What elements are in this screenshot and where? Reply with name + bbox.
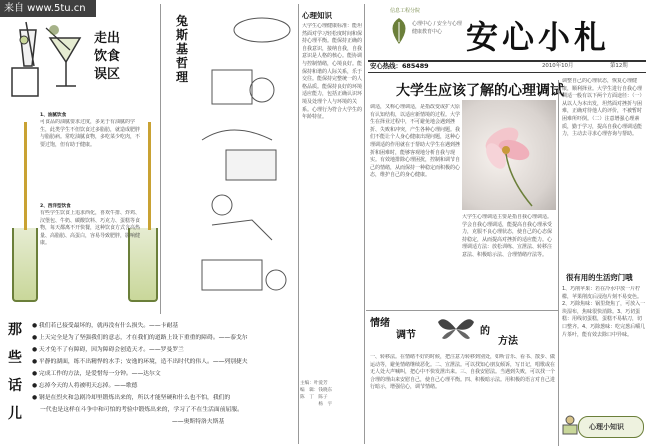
hotline-number: 685489 [401, 62, 429, 70]
emotion-title-part: 调节 [396, 330, 416, 341]
left-title-line: 走出 [94, 31, 121, 46]
article-col1: 调适，又称心理调适，是指改变或扩大原有认知结构，以适应新情境的过程。大学生在择业过程中，不可避免地会遇到挫折、失败和冲突，产生各种心理问题。我们不能让个人身心健康出现问题，这种心理调适的作用就在于帮助大学生在遇到挫折和困难时，能够客观地分析自我与现实。有效地排除心理困扰，控制和调节自己的情绪，从而保持一种稳定而积极的心态，维护自己的身心健康。 [370, 104, 460, 179]
side-title-char: 那 [8, 322, 22, 338]
psych-knowledge-column [302, 10, 362, 310]
divider [558, 80, 559, 446]
mid-title-char: 兔 [176, 14, 189, 28]
tips-heading: 很有用的生活窍门哦 [566, 273, 633, 282]
tips-text: 1、巧削苹果：若在冷水中放一片柠檬，苹果削皮后浸泡片刻不易变色。2、巧除焦味：锅里烧焦了，可放入一块湿布，焦味很快消除。3、巧切蛋糕：用线切蛋糕，蛋糕不易粘刀，切口整齐。4、巧除葱味：吃完葱后嚼几片茶叶，能有效去除口中异味。 [562, 286, 646, 338]
emotion-heading [370, 312, 556, 352]
quote-item: ● 天才免不了有障碍，因为障碍会创造天才。——罗曼罗兰 [32, 347, 184, 353]
quote-item: ● 钢是在烈火和急剧冷却里锻炼出来的，所以才能坚硬和什么也不怕，我们的 [32, 395, 231, 401]
article-col2: 大学生心理调适主要是指自我心理调适。学会自我心理调适，能提高自我心理承受力，克服不良心理状态，使自己的心态保持稳定，从而提高对挫折的适应能力。心理调适方法：放松训练、宣泄法、转移注意法、积极暗示法、合理情绪疗法等。 [462, 214, 553, 258]
quote-item [32, 416, 294, 428]
quote-item [32, 404, 294, 416]
item2-text: 有些学生饮食上追求西化，喜欢牛排、炸鸡、汉堡包、牛奶、碳酸饮料、巧克力、蛋糕等食物，每天都离不开快餐，这种饮食方式含高热量、高脂肪、高蛋白，容易导致肥胖，影响健康。 [40, 210, 141, 247]
quote-text: 完成工作的方法，是爱惜每一分钟。——达尔文 [38, 371, 161, 377]
article-col3: 调整自己的心理状态，恢复心理健康，顺利择业。大学生进行自我心理调适一般有以下两个方面途径：（一）从以人为本出发，坦然面对挫折与困难，正确对待他人的评价，不被暂时困难所吓倒。（二）注意增强心理素质，勤于学习，提高自我心理调适能力，主动去寻求心理咨询与帮助。 [562, 78, 645, 138]
issue-number: 第12期 [610, 63, 628, 69]
dept-label: 信息工程分院 [390, 8, 421, 14]
editor-line: 编 辑：钱晓东 [300, 388, 333, 393]
quote-text: 钢是在烈火和急剧冷却里锻炼出来的，所以才能坚硬和什么也不怕，我们的 [38, 395, 231, 401]
quote-item: ● 我们若已接受最坏的，就再没有什么损失。——卡耐基 [32, 323, 179, 329]
emotion-title-part: 方法 [498, 336, 518, 347]
badge-label: 心理小知识 [589, 423, 624, 431]
flower-image [462, 100, 556, 210]
butterfly-icon [436, 314, 476, 344]
col-title: 心理知识 [302, 11, 332, 20]
quote-text: 一代也是这样在斗争中和可怕的考验中锻炼出来的，学习了不在生活面前屈服。 [40, 407, 243, 413]
editor-line: 杨 宇 [300, 402, 333, 407]
quote-item: ● 完成工作的方法，是爱惜每一分钟。——达尔文 [32, 371, 161, 377]
mid-title-char: 斯 [176, 28, 189, 42]
quote-text: 天才免不了有障碍，因为障碍会创造天才。——罗曼罗兰 [38, 347, 184, 353]
header-logo [368, 6, 464, 62]
flower-icon [462, 100, 556, 210]
hotline-row [370, 61, 646, 71]
newspaper-title: 安心小札 [466, 18, 611, 56]
leaf-logo-icon [384, 16, 414, 46]
middle-comic [192, 10, 296, 310]
cocktail-icon [6, 20, 88, 98]
editor-line: 陈 丁 陈子 [300, 395, 328, 400]
col-text: 大学生心理健康标准：能坦然面对学习轻松度时间和保持心理平衡。能保持正确的自我意识，接纳自我，自我意识是人格的核心。能协调与控制情绪，心境良好。能保持和谐的人际关系，乐于交往。能保持完整统一的人格品质。能保持良好的环境适应能力，包括正确认识环境及处理个人与环境的关系。心理行为符合大学生的年龄特征。 [302, 23, 362, 121]
quote-item: ● 平静的湖面，练不出精悍的水手；安逸的环境，造不出时代的伟人。——列别捷夫 [32, 359, 248, 365]
divider [160, 4, 161, 314]
hotline-label: 安心热线： [370, 62, 402, 70]
quote-text: 平静的湖面，练不出精悍的水手；安逸的环境，造不出时代的伟人。——列别捷夫 [38, 359, 248, 365]
divider [364, 4, 365, 444]
mid-title-char: 基 [176, 42, 189, 56]
quotes-list [32, 320, 294, 428]
emotion-title-part: 的 [480, 326, 490, 337]
emotion-title-part: 情绪 [370, 318, 390, 329]
reading-icon [560, 414, 580, 436]
straw [24, 122, 27, 230]
straw [148, 122, 151, 230]
quote-text: ——奥斯特洛夫斯基 [172, 419, 225, 425]
item1-text: 可食品的油腻要求过度，多见于有油腻的学生，此类学生不但饮食过多脂肪，就造成肥胖与脂肪病。常吃油腻食物，多吃菜少吃肉，不要过饱，但有助于健康。 [40, 119, 141, 148]
left-illustration [6, 20, 88, 98]
side-title-char: 话 [8, 378, 22, 394]
left-text-block [40, 112, 144, 312]
section-rule [366, 310, 558, 311]
left-vertical-title [94, 30, 120, 84]
editors-block [300, 380, 362, 408]
middle-vertical-title [176, 14, 188, 84]
quote-item: ● 忘掉今天的人将被明天忘掉。——歌德 [32, 383, 138, 389]
item1-title: 1、油腻饮食 [40, 113, 67, 118]
side-title-char: 些 [8, 350, 22, 366]
quotes-side-title [8, 316, 22, 428]
quote-text: 上天完全是为了坚强我们的意志，才在我们的道路上设下重重的障碍。——泰戈尔 [38, 335, 248, 341]
center-label: 心理中心 / 安全与心理健康教育中心 [412, 21, 462, 35]
editor-line: 主编：叶爱芳 [300, 381, 328, 386]
comic-illustration [192, 10, 296, 310]
quote-text: 我们若已接受最坏的，就再没有什么损失。——卡耐基 [38, 323, 179, 329]
watermark: 来自 www.5tu.cn [0, 0, 96, 17]
issue-date: 2010年10月 [542, 63, 574, 69]
left-title-line: 误区 [94, 67, 121, 82]
divider [298, 4, 299, 444]
side-title-char: 儿 [8, 406, 22, 422]
quote-item: ● 上天完全是为了坚强我们的意志，才在我们的道路上设下重重的障碍。——泰戈尔 [32, 335, 248, 341]
quote-text: 忘掉今天的人将被明天忘掉。——歌德 [38, 383, 138, 389]
article-title: 大学生应该了解的心理调试 [396, 83, 564, 99]
header-rule [368, 72, 646, 73]
left-cup-illustration [12, 228, 38, 302]
mid-title-char: 理 [176, 70, 189, 84]
mid-title-char: 哲 [176, 56, 189, 70]
item2-title: 2、西洋型饮食 [40, 204, 71, 209]
left-title-line: 饮食 [94, 49, 121, 64]
knowledge-badge [578, 416, 644, 438]
emotion-text: 一、转移法。在情绪不好的时候，把注意力转移到别处，如听音乐、看书、散步、做运动等，避免情绪继续恶化。二、宣泄法。可以找知心朋友倾诉，写日记，唱歌或在无人处大声喊叫，把心中不快发泄出来。三、自我安慰法。当遇到失败，可以找一个合理的理由来安慰自己，使自己心理平衡。四、积极暗示法。用积极的语言对自己进行暗示，增强信心，调节情绪。 [370, 354, 556, 391]
